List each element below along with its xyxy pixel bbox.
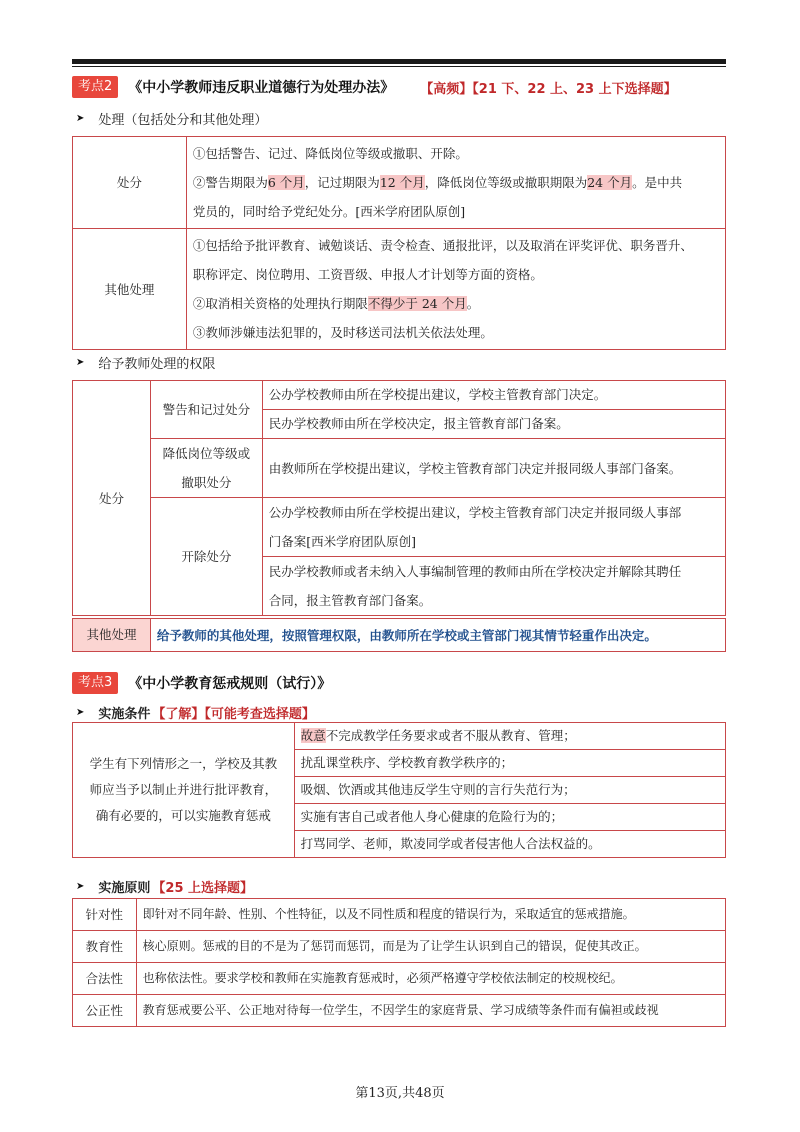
- table-row: [73, 963, 726, 995]
- demote-head-1: 降低岗位等级或: [162, 446, 251, 461]
- table-row: [73, 439, 726, 498]
- punishment-line-2: [193, 168, 719, 197]
- other-line-3: [193, 289, 719, 318]
- table-row: [73, 931, 726, 963]
- arrow-icon: ➤: [76, 881, 85, 892]
- conditions-left-1: 学生有下列情形之一，学校及其教: [89, 756, 278, 771]
- principle-head: 教育性: [85, 939, 124, 954]
- punishment-line-3: 党员的，同时给予党纪处分。[西米学府团队原创]: [192, 204, 466, 219]
- table-cell: [73, 963, 137, 995]
- authority-head: 处分: [98, 490, 124, 506]
- table-cell: [73, 931, 137, 963]
- subheading-authority: [76, 353, 215, 372]
- table-cell: [186, 137, 725, 229]
- dismiss-public-1: 公办学校教师由所在学校提出建议，学校主管教育部门决定并报同级人事部: [268, 505, 682, 520]
- text-span: ②警告期限为: [192, 175, 268, 190]
- table-cell: [150, 439, 262, 498]
- table-cell: [294, 804, 725, 831]
- principle-head: 合法性: [85, 971, 124, 986]
- demote-text: 由教师所在学校提出建议，学校主管教育部门决定并报同级人事部门备案。: [268, 460, 682, 476]
- section-2-heading: [72, 76, 677, 98]
- conditions-left-3: 确有必要的，可以实施教育惩戒: [95, 808, 271, 823]
- table-cell: [262, 557, 725, 616]
- table-cell: [262, 498, 725, 557]
- subheading-handling: [76, 109, 267, 128]
- table-cell: [136, 995, 725, 1027]
- warning-private: 民办学校教师由所在学校决定，报主管教育部门备案。: [268, 416, 569, 431]
- dismiss-private-1: 民办学校教师或者未纳入人事编制管理的教师由所在学校决定并解除其聘任: [268, 564, 682, 579]
- conditions-table: [72, 722, 726, 858]
- text-span: ，记过期限为: [304, 175, 380, 190]
- condition-3: 吸烟、饮酒或其他违反学生守则的言行失范行为；: [300, 782, 576, 797]
- table-cell: [73, 137, 187, 229]
- table-cell: [73, 381, 151, 616]
- highlight-24-months: 24 个月: [587, 175, 633, 190]
- section-2-tag: 【高频】【21 下、22 上、23 上下选择题】: [420, 81, 677, 97]
- dismiss-head: 开除处分: [181, 549, 232, 564]
- text-span: ②取消相关资格的处理执行期限: [192, 296, 368, 311]
- principle-head: 针对性: [85, 907, 124, 922]
- principle-text: 教育惩戒要公平、公正地对待每一位学生，不因学生的家庭背景、学习成绩等条件而有偏袒或歧视: [142, 1003, 659, 1017]
- arrow-icon: ➤: [76, 707, 85, 718]
- demote-head-2: 撤职处分: [181, 475, 232, 490]
- table-cell: [150, 619, 725, 652]
- table-cell: [186, 229, 725, 350]
- table-cell: [73, 723, 295, 858]
- conditions-label: 实施条件: [98, 707, 151, 722]
- warning-public: 公办学校教师由所在学校提出建议，学校主管教育部门决定。: [268, 387, 607, 402]
- other-handling-text: 给予教师的其他处理，按照管理权限，由教师所在学校或主管部门视其情节轻重作出决定。: [156, 627, 657, 643]
- table-cell: [294, 831, 725, 858]
- conditions-tag: 【了解】【可能考查选择题】: [152, 707, 315, 722]
- arrow-icon: ➤: [76, 113, 85, 124]
- table-cell: [150, 381, 262, 439]
- other-handling-head: 其他处理: [86, 627, 137, 642]
- table-row: [73, 899, 726, 931]
- table-cell: [73, 995, 137, 1027]
- table-row: [73, 723, 726, 750]
- top-rule-thin: [72, 66, 726, 67]
- principle-head: 公正性: [85, 1003, 124, 1018]
- table-cell: [262, 381, 725, 410]
- condition-4: 实施有害自己或者他人身心健康的危险行为的；: [300, 809, 564, 824]
- section-3-badge: 考点3: [72, 672, 118, 694]
- table-cell: [136, 963, 725, 995]
- table-cell: [294, 750, 725, 777]
- subheading-principles: [76, 877, 253, 896]
- arrow-icon: ➤: [76, 357, 85, 368]
- table-cell: [262, 410, 725, 439]
- table-row: [73, 229, 726, 350]
- table-row: [73, 995, 726, 1027]
- section-2-badge: 考点2: [72, 76, 118, 98]
- condition-1: 不完成教学任务要求或者不服从教育、管理；: [325, 728, 576, 743]
- table-row: [73, 619, 726, 652]
- highlight-deliberate: 故意: [300, 728, 326, 743]
- conditions-left-2: 师应当予以制止并进行批评教育，: [89, 782, 278, 797]
- table-row: [73, 137, 726, 229]
- other-line-4: ③教师涉嫌违法犯罪的，及时移送司法机关依法处理。: [192, 325, 493, 340]
- other-line-1: ①包括给予批评教育、诫勉谈话、责令检查、通报批评，以及取消在评奖评优、职务晋升、: [192, 238, 693, 253]
- warning-head: 警告和记过处分: [162, 402, 251, 417]
- authority-other-table: [72, 618, 726, 652]
- dismiss-public-2: 门备案[西米学府团队原创]: [268, 534, 417, 549]
- highlight-6-months: 6 个月: [267, 175, 305, 190]
- authority-table: [72, 380, 726, 616]
- principles-label: 实施原则: [98, 881, 151, 896]
- table-cell: [136, 899, 725, 931]
- subheading-authority-label: 给予教师处理的权限: [98, 357, 216, 372]
- section-3-heading: [72, 672, 331, 694]
- handling-table: [72, 136, 726, 350]
- other-line-2: 职称评定、岗位聘用、工资晋级、申报人才计划等方面的资格。: [192, 267, 543, 282]
- page-footer: 第13页,共48页: [355, 1086, 445, 1101]
- condition-2: 扰乱课堂秩序、学校教育教学秩序的；: [300, 755, 514, 770]
- table-row: [73, 381, 726, 410]
- table-cell: [294, 723, 725, 750]
- dismiss-private-2: 合同，报主管教育部门备案。: [268, 593, 432, 608]
- condition-5: 打骂同学、老师，欺凌同学或者侵害他人合法权益的。: [300, 836, 601, 851]
- section-3-title: 《中小学教育惩戒规则（试行）》: [128, 676, 332, 692]
- principle-text: 即针对不同年龄、性别、个性特征，以及不同性质和程度的错误行为，采取适宜的惩戒措施。: [142, 907, 635, 921]
- row-head-other: 其他处理: [104, 281, 155, 297]
- principle-text: 核心原则。惩戒的目的不是为了惩罚而惩罚，而是为了让学生认识到自己的错误，促使其改正。: [142, 939, 647, 953]
- principles-tag: 【25 上选择题】: [152, 881, 254, 896]
- table-cell: [262, 439, 725, 498]
- highlight-24-months-min: 不得少于 24 个月: [367, 296, 467, 311]
- text-span: 。是中共: [632, 175, 683, 190]
- table-cell: [136, 931, 725, 963]
- table-cell: [73, 229, 187, 350]
- section-2-title: 《中小学教师违反职业道德行为处理办法》: [128, 80, 395, 96]
- principles-table: [72, 898, 726, 1027]
- table-cell: [150, 498, 262, 616]
- punishment-line-1: ①包括警告、记过、降低岗位等级或撤职、开除。: [192, 146, 468, 161]
- top-rule: [72, 59, 726, 64]
- row-head-punishment: 处分: [116, 175, 142, 190]
- principle-text: 也称依法性。要求学校和教师在实施教育惩戒时，必须严格遵守学校依法制定的校规校纪。: [142, 971, 623, 985]
- text-span: 。: [466, 296, 480, 311]
- table-row: [73, 498, 726, 557]
- subheading-conditions: [76, 703, 315, 722]
- text-span: ，降低岗位等级或撤职期限为: [424, 175, 588, 190]
- table-cell: [73, 899, 137, 931]
- subheading-handling-label: 处理（包括处分和其他处理）: [98, 113, 268, 128]
- highlight-12-months: 12 个月: [379, 175, 425, 190]
- table-cell: [294, 777, 725, 804]
- table-cell: [73, 619, 151, 652]
